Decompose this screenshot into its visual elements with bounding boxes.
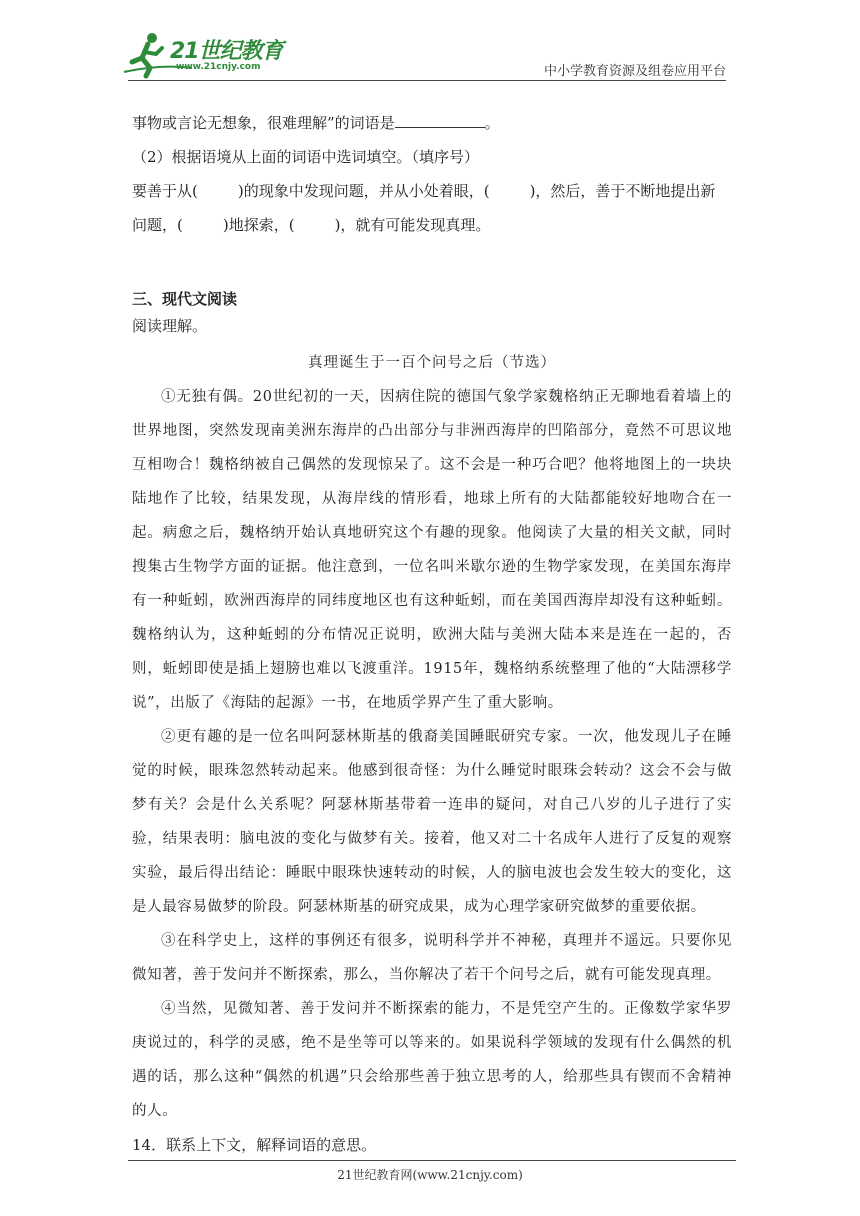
fill-text: 问题，( <box>132 216 183 234</box>
answer-blank[interactable] <box>395 113 485 128</box>
fill-line-1 <box>132 174 732 208</box>
fill-text: )，然后，善于不断地提出新 <box>529 182 716 200</box>
platform-name: 中小学教育资源及组卷应用平台 <box>543 64 726 79</box>
article-paragraph: ①无独有偶。20世纪初的一天，因病住院的德国气象学家魏格纳正无聊地看着墙上的世界地图，突然发现南美洲东海岸的凸出部分与非洲西海岸的凹陷部分，竟然不可思议地互相吻合！魏格纳被自己偶然的发现惊呆了。这不会是一种巧合吧？他将地图上的一块块陆地作了比较，结果发现，从海岸线的情形看，地球上所有的大陆都能较好地吻合在一起。病愈之后，魏格纳开始认真地研究这个有趣的现象。他阅读了大量的相关文献，同时搜集古生物学方面的证据。他注意到，一位名叫米歇尔逊的生物学家发现，在美国东海岸有一种蚯蚓，欧洲西海岸的同纬度地区也有这种蚯蚓，而在美国西海岸却没有这种蚯蚓。魏格纳认为，这种蚯蚓的分布情况正说明，欧洲大陆与美洲大陆本来是连在一起的，否则，蚯蚓即使是插上翅膀也难以飞渡重洋。1915年，魏格纳系统整理了他的“大陆漂移学说”，出版了《海陆的起源》一书，在地质学界产生了重大影响。 <box>132 389 732 711</box>
article-paragraph: ④当然，见微知著、善于发问并不断探索的能力，不是凭空产生的。正像数学家华罗庚说过的，科学的灵感，绝不是坐等可以等来的。如果说科学领域的发现有什么偶然的机遇的话，那么这种“偶然的机遇”只会给那些善于独立思考的人，给那些具有锲而不舍精神的人。 <box>132 1001 732 1119</box>
subquestion-2: （2）根据语境从上面的词语中选词填空。（填序号） <box>132 148 480 166</box>
header-divider <box>128 80 726 81</box>
question-14: 14．联系上下文，解释词语的意思。 <box>132 1136 377 1154</box>
section-title: 三、现代文阅读 <box>132 290 238 308</box>
article-paragraph: ③在科学史上，这样的事例还有很多，说明科学并不神秘，真理并不遥远。只要你见微知著，善于发问并不断探索，那么，当你解决了若干个问号之后，就有可能发现真理。 <box>132 933 732 983</box>
article-paragraph: ②更有趣的是一位名叫阿瑟林斯基的俄裔美国睡眠研究专家。一次，他发现儿子在睡觉的时候，眼珠忽然转动起来。他感到很奇怪：为什么睡觉时眼珠会转动？这会不会与做梦有关？会是什么关系呢？阿瑟林斯基带着一连串的疑问，对自己八岁的儿子进行了实验，结果表明：脑电波的变化与做梦有关。接着，他又对二十名成年人进行了反复的观察实验，最后得出结论：睡眠中眼珠快速转动的时候，人的脑电波也会发生较大的变化，这是人最容易做梦的阶段。阿瑟林斯基的研究成果，成为心理学家研究做梦的重要依据。 <box>132 729 732 915</box>
question-line <box>132 106 732 140</box>
fill-text: )，就有可能发现真理。 <box>334 216 491 234</box>
article-title: 真理诞生于一百个问号之后（节选） <box>308 355 556 371</box>
line-text: 事物或言论无想象，很难理解”的词语是 <box>132 114 395 132</box>
section-instruction: 阅读理解。 <box>132 317 208 335</box>
logo-url: www.21cnjy.com <box>176 62 261 72</box>
article-body <box>132 380 732 1128</box>
line-text: 。 <box>484 114 500 132</box>
logo <box>122 28 292 80</box>
fill-text: 要善于从( <box>132 182 198 200</box>
fill-line-2 <box>132 208 732 242</box>
page-footer: 21世纪教育网(www.21cnjy.com) <box>337 1168 523 1182</box>
footer-divider <box>128 1160 736 1161</box>
page-header <box>0 0 860 90</box>
fill-text: )的现象中发现问题，并从小处着眼，( <box>237 182 490 200</box>
fill-text: )地探索，( <box>222 216 295 234</box>
reading-section <box>132 282 732 1162</box>
logo-text: 21世纪教育 <box>170 39 283 64</box>
question-block <box>132 106 732 242</box>
